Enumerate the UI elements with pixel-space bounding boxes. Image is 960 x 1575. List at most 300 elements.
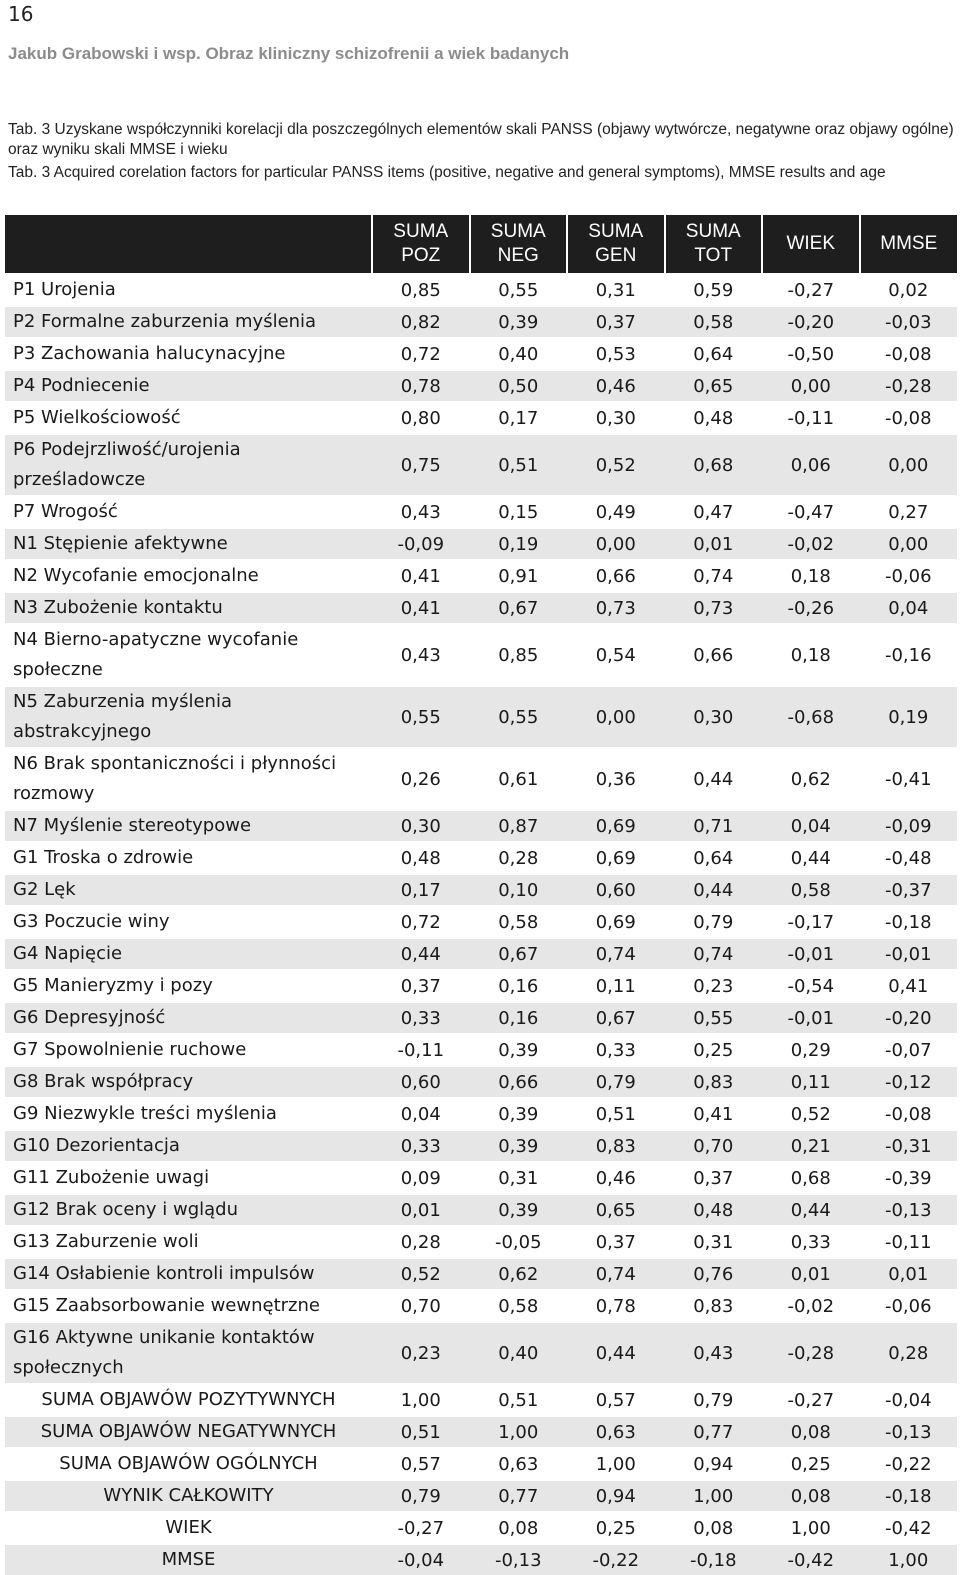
column-header-line2: TOT xyxy=(694,245,733,266)
value-cell: 0,08 xyxy=(665,1512,763,1544)
page-number: 16 xyxy=(8,2,34,26)
value-cell: -0,42 xyxy=(860,1512,958,1544)
value-cell: -0,09 xyxy=(372,528,470,560)
value-cell: 0,36 xyxy=(567,748,665,810)
value-cell: -0,39 xyxy=(860,1162,958,1194)
value-cell: 0,23 xyxy=(372,1322,470,1384)
value-cell: 0,06 xyxy=(762,434,860,496)
value-cell: 0,59 xyxy=(665,274,763,306)
value-cell: 0,52 xyxy=(567,434,665,496)
value-cell: 0,19 xyxy=(860,686,958,748)
value-cell: 0,41 xyxy=(665,1098,763,1130)
value-cell: 0,51 xyxy=(567,1098,665,1130)
value-cell: 0,74 xyxy=(665,938,763,970)
column-header-line2: GEN xyxy=(595,245,637,266)
value-cell: 0,68 xyxy=(665,434,763,496)
value-cell: -0,22 xyxy=(567,1544,665,1575)
value-cell: -0,13 xyxy=(860,1194,958,1226)
value-cell: 0,74 xyxy=(567,1258,665,1290)
value-cell: -0,20 xyxy=(860,1002,958,1034)
value-cell: 0,64 xyxy=(665,842,763,874)
row-label: G5 Manieryzmy i pozy xyxy=(5,970,372,1002)
value-cell: 0,79 xyxy=(567,1066,665,1098)
value-cell: 0,37 xyxy=(372,970,470,1002)
table-row xyxy=(5,1544,957,1575)
value-cell: 0,16 xyxy=(470,970,568,1002)
value-cell: 0,31 xyxy=(567,274,665,306)
value-cell: 0,01 xyxy=(860,1258,958,1290)
table-row xyxy=(5,1258,957,1290)
value-cell: 0,04 xyxy=(860,592,958,624)
value-cell: 0,94 xyxy=(567,1480,665,1512)
value-cell: 0,83 xyxy=(665,1290,763,1322)
value-cell: -0,22 xyxy=(860,1448,958,1480)
value-cell: 0,16 xyxy=(470,1002,568,1034)
row-label: G7 Spowolnienie ruchowe xyxy=(5,1034,372,1066)
value-cell: 0,70 xyxy=(665,1130,763,1162)
value-cell: 0,26 xyxy=(372,748,470,810)
table-row xyxy=(5,1130,957,1162)
table-body xyxy=(5,274,957,1575)
value-cell: 0,17 xyxy=(470,402,568,434)
table-row xyxy=(5,1194,957,1226)
column-header xyxy=(860,215,958,274)
value-cell: 0,58 xyxy=(470,906,568,938)
row-label: G16 Aktywne unikanie kontaktów społecznych xyxy=(5,1322,372,1384)
row-label: MMSE xyxy=(5,1544,372,1575)
table-row xyxy=(5,906,957,938)
table-row xyxy=(5,624,957,686)
row-label: G1 Troska o zdrowie xyxy=(5,842,372,874)
value-cell: -0,37 xyxy=(860,874,958,906)
value-cell: 0,51 xyxy=(470,1384,568,1416)
value-cell: 0,83 xyxy=(567,1130,665,1162)
value-cell: 0,46 xyxy=(567,370,665,402)
value-cell: 0,64 xyxy=(665,338,763,370)
value-cell: 0,76 xyxy=(665,1258,763,1290)
column-header-line2: POZ xyxy=(401,245,441,266)
value-cell: -0,04 xyxy=(372,1544,470,1575)
value-cell: -0,11 xyxy=(762,402,860,434)
value-cell: 0,25 xyxy=(665,1034,763,1066)
value-cell: 0,55 xyxy=(665,1002,763,1034)
column-header-line1: MMSE xyxy=(880,233,938,254)
table-row xyxy=(5,1512,957,1544)
row-label: SUMA OBJAWÓW POZYTYWNYCH xyxy=(5,1384,372,1416)
value-cell: 0,44 xyxy=(762,842,860,874)
row-label: G11 Zubożenie uwagi xyxy=(5,1162,372,1194)
value-cell: 1,00 xyxy=(860,1544,958,1575)
value-cell: 0,74 xyxy=(665,560,763,592)
value-cell: 0,48 xyxy=(665,402,763,434)
running-head: Jakub Grabowski i wsp. Obraz kliniczny schizofrenii a wiek badanych xyxy=(8,44,570,63)
value-cell: 0,39 xyxy=(470,1098,568,1130)
value-cell: 0,33 xyxy=(372,1130,470,1162)
value-cell: 0,33 xyxy=(372,1002,470,1034)
value-cell: 0,61 xyxy=(470,748,568,810)
row-label: N6 Brak spontaniczności i płynności rozmowy xyxy=(5,748,372,810)
table-row xyxy=(5,338,957,370)
value-cell: 0,39 xyxy=(470,306,568,338)
value-cell: 0,58 xyxy=(762,874,860,906)
value-cell: 0,39 xyxy=(470,1194,568,1226)
value-cell: 0,60 xyxy=(567,874,665,906)
value-cell: 0,43 xyxy=(665,1322,763,1384)
value-cell: -0,26 xyxy=(762,592,860,624)
row-label: N7 Myślenie stereotypowe xyxy=(5,810,372,842)
value-cell: -0,18 xyxy=(860,906,958,938)
value-cell: 0,39 xyxy=(470,1034,568,1066)
value-cell: 0,69 xyxy=(567,810,665,842)
value-cell: 0,01 xyxy=(665,528,763,560)
value-cell: 0,58 xyxy=(470,1290,568,1322)
value-cell: 0,55 xyxy=(470,274,568,306)
table-row xyxy=(5,1384,957,1416)
row-label: P2 Formalne zaburzenia myślenia xyxy=(5,306,372,338)
value-cell: -0,16 xyxy=(860,624,958,686)
value-cell: 0,77 xyxy=(470,1480,568,1512)
column-header-line1: SUMA xyxy=(588,221,644,242)
value-cell: 0,87 xyxy=(470,810,568,842)
value-cell: -0,27 xyxy=(762,274,860,306)
table-row xyxy=(5,528,957,560)
table-row xyxy=(5,874,957,906)
value-cell: 0,78 xyxy=(567,1290,665,1322)
table-row xyxy=(5,938,957,970)
row-label: P3 Zachowania halucynacyjne xyxy=(5,338,372,370)
value-cell: 0,58 xyxy=(665,306,763,338)
value-cell: 0,30 xyxy=(567,402,665,434)
table-row xyxy=(5,1002,957,1034)
value-cell: -0,27 xyxy=(762,1384,860,1416)
value-cell: 0,41 xyxy=(372,592,470,624)
value-cell: 0,08 xyxy=(762,1416,860,1448)
value-cell: -0,06 xyxy=(860,560,958,592)
table-row xyxy=(5,1066,957,1098)
value-cell: 0,23 xyxy=(665,970,763,1002)
value-cell: 0,63 xyxy=(567,1416,665,1448)
table-row xyxy=(5,970,957,1002)
row-label: N2 Wycofanie emocjonalne xyxy=(5,560,372,592)
value-cell: -0,48 xyxy=(860,842,958,874)
value-cell: -0,18 xyxy=(860,1480,958,1512)
table-row xyxy=(5,1322,957,1384)
value-cell: 0,15 xyxy=(470,496,568,528)
value-cell: 0,54 xyxy=(567,624,665,686)
row-label: SUMA OBJAWÓW OGÓLNYCH xyxy=(5,1448,372,1480)
value-cell: 0,31 xyxy=(665,1226,763,1258)
value-cell: 1,00 xyxy=(762,1512,860,1544)
value-cell: 0,67 xyxy=(470,938,568,970)
value-cell: -0,04 xyxy=(860,1384,958,1416)
column-header-line1: SUMA xyxy=(685,221,741,242)
value-cell: 0,63 xyxy=(470,1448,568,1480)
table-row xyxy=(5,1290,957,1322)
value-cell: -0,03 xyxy=(860,306,958,338)
value-cell: 0,48 xyxy=(665,1194,763,1226)
value-cell: 0,72 xyxy=(372,906,470,938)
table-row xyxy=(5,1162,957,1194)
value-cell: 0,00 xyxy=(860,528,958,560)
value-cell: 0,49 xyxy=(567,496,665,528)
table-row xyxy=(5,1480,957,1512)
value-cell: 0,60 xyxy=(372,1066,470,1098)
row-label: P6 Podejrzliwość/urojenia prześladowcze xyxy=(5,434,372,496)
column-header-line2: NEG xyxy=(497,245,539,266)
value-cell: 0,44 xyxy=(762,1194,860,1226)
value-cell: 0,66 xyxy=(665,624,763,686)
value-cell: 0,65 xyxy=(665,370,763,402)
column-header xyxy=(665,215,763,274)
value-cell: 0,11 xyxy=(762,1066,860,1098)
value-cell: 0,57 xyxy=(372,1448,470,1480)
value-cell: 0,09 xyxy=(372,1162,470,1194)
column-header-line1: WIEK xyxy=(786,233,836,254)
value-cell: 0,80 xyxy=(372,402,470,434)
value-cell: -0,13 xyxy=(470,1544,568,1575)
value-cell: -0,50 xyxy=(762,338,860,370)
value-cell: 1,00 xyxy=(665,1480,763,1512)
value-cell: 0,55 xyxy=(372,686,470,748)
value-cell: 0,57 xyxy=(567,1384,665,1416)
value-cell: -0,11 xyxy=(860,1226,958,1258)
value-cell: 0,00 xyxy=(860,434,958,496)
row-label: P7 Wrogość xyxy=(5,496,372,528)
value-cell: 0,68 xyxy=(762,1162,860,1194)
value-cell: 0,52 xyxy=(762,1098,860,1130)
row-label: G15 Zaabsorbowanie wewnętrzne xyxy=(5,1290,372,1322)
row-label: N3 Zubożenie kontaktu xyxy=(5,592,372,624)
header-label-cell xyxy=(5,215,372,274)
value-cell: 0,85 xyxy=(372,274,470,306)
value-cell: 0,46 xyxy=(567,1162,665,1194)
table-row xyxy=(5,1226,957,1258)
value-cell: 1,00 xyxy=(567,1448,665,1480)
value-cell: 0,79 xyxy=(665,1384,763,1416)
value-cell: 0,73 xyxy=(665,592,763,624)
value-cell: 0,44 xyxy=(665,874,763,906)
table-row xyxy=(5,434,957,496)
value-cell: 0,55 xyxy=(470,686,568,748)
value-cell: -0,01 xyxy=(762,938,860,970)
row-label: G10 Dezorientacja xyxy=(5,1130,372,1162)
value-cell: 0,02 xyxy=(860,274,958,306)
row-label: G6 Depresyjność xyxy=(5,1002,372,1034)
table-row xyxy=(5,748,957,810)
value-cell: -0,06 xyxy=(860,1290,958,1322)
value-cell: 0,77 xyxy=(665,1416,763,1448)
value-cell: 0,94 xyxy=(665,1448,763,1480)
value-cell: 0,82 xyxy=(372,306,470,338)
value-cell: 1,00 xyxy=(372,1384,470,1416)
value-cell: 0,70 xyxy=(372,1290,470,1322)
value-cell: 0,73 xyxy=(567,592,665,624)
value-cell: -0,02 xyxy=(762,1290,860,1322)
table-caption-english: Tab. 3 Acquired corelation factors for particular PANSS items (positive, negative and general symptoms), MMSE results and age xyxy=(8,164,886,181)
row-label: N5 Zaburzenia myślenia abstrakcyjnego xyxy=(5,686,372,748)
value-cell: 0,37 xyxy=(567,1226,665,1258)
value-cell: 0,00 xyxy=(567,528,665,560)
value-cell: 0,40 xyxy=(470,1322,568,1384)
row-label: G2 Lęk xyxy=(5,874,372,906)
row-label: N1 Stępienie afektywne xyxy=(5,528,372,560)
value-cell: 0,40 xyxy=(470,338,568,370)
row-label: SUMA OBJAWÓW NEGATYWNYCH xyxy=(5,1416,372,1448)
value-cell: 0,51 xyxy=(372,1416,470,1448)
table-row xyxy=(5,306,957,338)
value-cell: 0,91 xyxy=(470,560,568,592)
value-cell: -0,08 xyxy=(860,1098,958,1130)
value-cell: 0,50 xyxy=(470,370,568,402)
value-cell: -0,20 xyxy=(762,306,860,338)
row-label: WYNIK CAŁKOWITY xyxy=(5,1480,372,1512)
table-row xyxy=(5,274,957,306)
table-row xyxy=(5,1034,957,1066)
value-cell: 0,04 xyxy=(372,1098,470,1130)
value-cell: -0,09 xyxy=(860,810,958,842)
table-row xyxy=(5,1098,957,1130)
value-cell: 0,08 xyxy=(470,1512,568,1544)
table-row xyxy=(5,1416,957,1448)
value-cell: 0,29 xyxy=(762,1034,860,1066)
value-cell: 0,67 xyxy=(470,592,568,624)
value-cell: 1,00 xyxy=(470,1416,568,1448)
value-cell: -0,27 xyxy=(372,1512,470,1544)
value-cell: 0,66 xyxy=(470,1066,568,1098)
value-cell: 0,47 xyxy=(665,496,763,528)
row-label: P1 Urojenia xyxy=(5,274,372,306)
value-cell: 0,83 xyxy=(665,1066,763,1098)
value-cell: -0,13 xyxy=(860,1416,958,1448)
value-cell: 0,00 xyxy=(762,370,860,402)
value-cell: 0,33 xyxy=(567,1034,665,1066)
table-row xyxy=(5,842,957,874)
value-cell: 0,37 xyxy=(567,306,665,338)
value-cell: 0,01 xyxy=(372,1194,470,1226)
row-label: G3 Poczucie winy xyxy=(5,906,372,938)
value-cell: 0,30 xyxy=(372,810,470,842)
value-cell: 0,27 xyxy=(860,496,958,528)
value-cell: -0,42 xyxy=(762,1544,860,1575)
value-cell: -0,68 xyxy=(762,686,860,748)
value-cell: 0,17 xyxy=(372,874,470,906)
column-header xyxy=(762,215,860,274)
value-cell: 0,11 xyxy=(567,970,665,1002)
column-header-line1: SUMA xyxy=(490,221,546,242)
value-cell: 0,85 xyxy=(470,624,568,686)
value-cell: -0,08 xyxy=(860,338,958,370)
value-cell: 0,04 xyxy=(762,810,860,842)
value-cell: -0,28 xyxy=(762,1322,860,1384)
value-cell: 0,25 xyxy=(567,1512,665,1544)
value-cell: -0,28 xyxy=(860,370,958,402)
value-cell: 0,75 xyxy=(372,434,470,496)
value-cell: -0,08 xyxy=(860,402,958,434)
value-cell: 0,66 xyxy=(567,560,665,592)
value-cell: 0,31 xyxy=(470,1162,568,1194)
value-cell: 0,44 xyxy=(665,748,763,810)
value-cell: 0,01 xyxy=(762,1258,860,1290)
value-cell: 0,62 xyxy=(762,748,860,810)
value-cell: 0,30 xyxy=(665,686,763,748)
value-cell: -0,02 xyxy=(762,528,860,560)
row-label: G8 Brak współpracy xyxy=(5,1066,372,1098)
value-cell: 0,51 xyxy=(470,434,568,496)
column-header-line1: SUMA xyxy=(393,221,449,242)
value-cell: 0,69 xyxy=(567,906,665,938)
table-caption-polish: Tab. 3 Uzyskane współczynniki korelacji dla poszczególnych elementów skali PANSS (objawy wytwórcze, negatywne oraz objawy ogólne) oraz wyniku skali MMSE i wieku xyxy=(8,121,954,158)
value-cell: 0,37 xyxy=(665,1162,763,1194)
value-cell: -0,41 xyxy=(860,748,958,810)
value-cell: 0,44 xyxy=(372,938,470,970)
table-row xyxy=(5,402,957,434)
value-cell: 0,65 xyxy=(567,1194,665,1226)
table-row xyxy=(5,560,957,592)
value-cell: -0,31 xyxy=(860,1130,958,1162)
row-label: P4 Podniecenie xyxy=(5,370,372,402)
value-cell: 0,25 xyxy=(762,1448,860,1480)
column-header xyxy=(372,215,470,274)
value-cell: 0,69 xyxy=(567,842,665,874)
value-cell: 0,28 xyxy=(372,1226,470,1258)
value-cell: 0,08 xyxy=(762,1480,860,1512)
value-cell: 0,18 xyxy=(762,560,860,592)
row-label: G14 Osłabienie kontroli impulsów xyxy=(5,1258,372,1290)
row-label: WIEK xyxy=(5,1512,372,1544)
value-cell: 0,28 xyxy=(470,842,568,874)
table-row xyxy=(5,592,957,624)
row-label: G13 Zaburzenie woli xyxy=(5,1226,372,1258)
value-cell: -0,01 xyxy=(860,938,958,970)
value-cell: 0,53 xyxy=(567,338,665,370)
value-cell: 0,41 xyxy=(372,560,470,592)
value-cell: 0,39 xyxy=(470,1130,568,1162)
value-cell: 0,10 xyxy=(470,874,568,906)
value-cell: 0,79 xyxy=(665,906,763,938)
value-cell: 0,48 xyxy=(372,842,470,874)
value-cell: 0,28 xyxy=(860,1322,958,1384)
value-cell: -0,17 xyxy=(762,906,860,938)
value-cell: -0,12 xyxy=(860,1066,958,1098)
table-row xyxy=(5,496,957,528)
correlation-table xyxy=(5,215,957,1575)
value-cell: -0,47 xyxy=(762,496,860,528)
column-header xyxy=(470,215,568,274)
value-cell: 0,79 xyxy=(372,1480,470,1512)
value-cell: -0,05 xyxy=(470,1226,568,1258)
value-cell: 0,74 xyxy=(567,938,665,970)
table-row xyxy=(5,370,957,402)
value-cell: 0,67 xyxy=(567,1002,665,1034)
table-header-row xyxy=(5,215,957,274)
value-cell: 0,00 xyxy=(567,686,665,748)
value-cell: -0,07 xyxy=(860,1034,958,1066)
value-cell: 0,44 xyxy=(567,1322,665,1384)
value-cell: 0,52 xyxy=(372,1258,470,1290)
value-cell: -0,54 xyxy=(762,970,860,1002)
value-cell: 0,43 xyxy=(372,624,470,686)
value-cell: -0,01 xyxy=(762,1002,860,1034)
row-label: G4 Napięcie xyxy=(5,938,372,970)
value-cell: 0,78 xyxy=(372,370,470,402)
value-cell: -0,11 xyxy=(372,1034,470,1066)
value-cell: 0,33 xyxy=(762,1226,860,1258)
table-row xyxy=(5,686,957,748)
row-label: G9 Niezwykle treści myślenia xyxy=(5,1098,372,1130)
row-label: P5 Wielkościowość xyxy=(5,402,372,434)
value-cell: 0,18 xyxy=(762,624,860,686)
row-label: G12 Brak oceny i wglądu xyxy=(5,1194,372,1226)
